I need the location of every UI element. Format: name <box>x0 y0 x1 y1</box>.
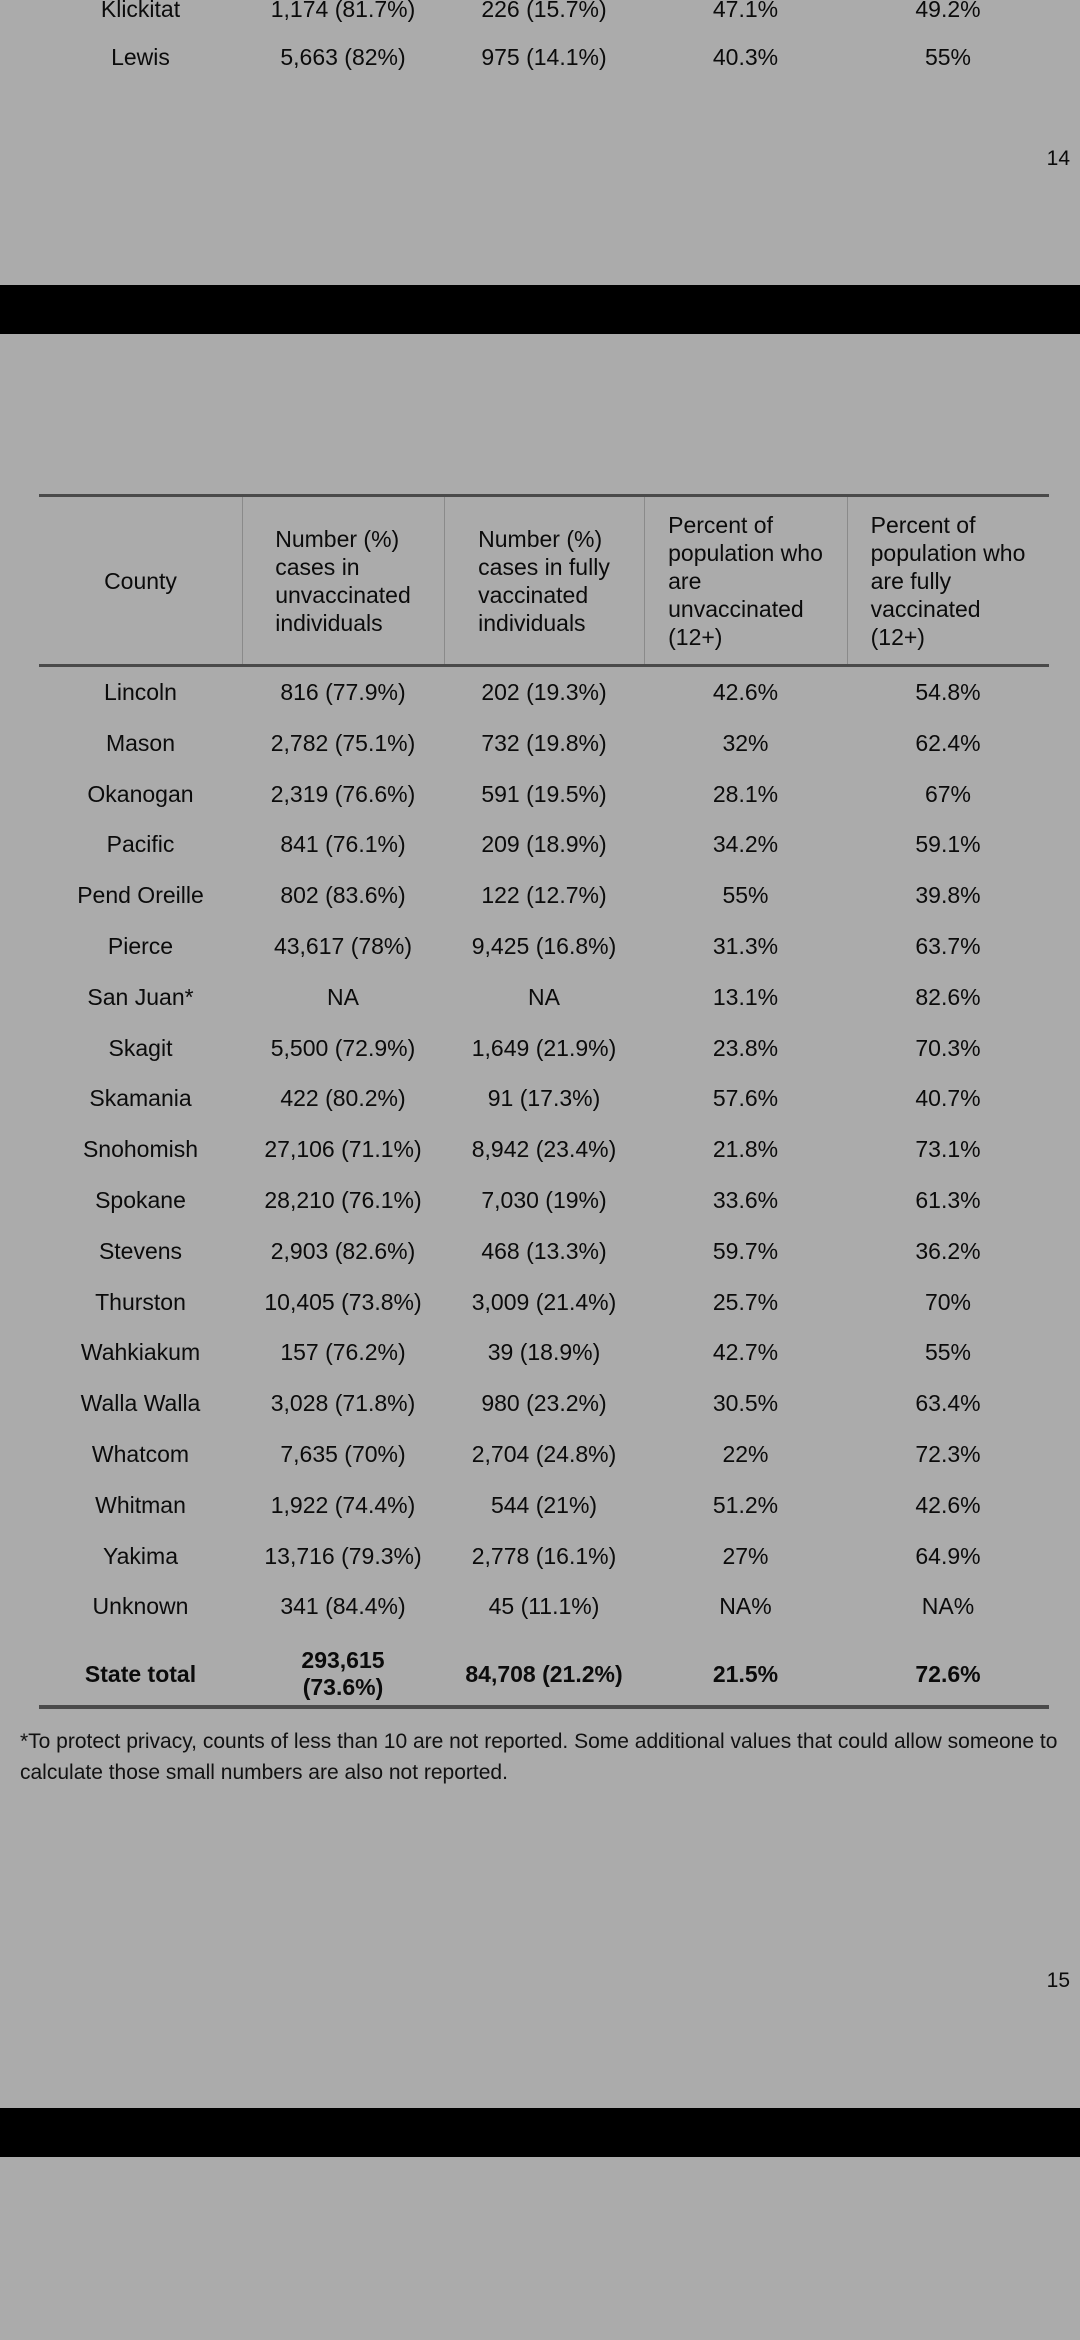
page-separator <box>0 2108 1080 2157</box>
pct-vaccinated-cell: 64.9% <box>915 1542 981 1569</box>
county-cell: Okanogan <box>87 780 194 807</box>
header-line: (12+) <box>668 623 723 650</box>
header-vaccinated-cases <box>444 497 644 664</box>
pct-vaccinated-cell: 54.8% <box>915 679 981 705</box>
table-row <box>39 718 1049 768</box>
vaccinated-cases-cell: NA <box>528 983 560 1010</box>
pct-vaccinated-cell: 36.2% <box>915 1237 981 1264</box>
table-row <box>39 1480 1049 1530</box>
pct-unvaccinated-cell: 32% <box>722 729 769 756</box>
vaccinated-cases-cell: 8,942 (23.4%) <box>471 1136 617 1163</box>
vaccinated-cases-cell: 3,009 (21.4%) <box>471 1288 617 1315</box>
table-row <box>39 921 1049 971</box>
header-line: unvaccinated <box>668 595 804 622</box>
total-pct-unvaccinated-cell: 21.5% <box>712 1660 779 1687</box>
page-number: 14 <box>1046 147 1070 170</box>
vaccinated-cases-cell: 226 (15.7%) <box>481 0 607 22</box>
county-cell: Pacific <box>106 831 175 858</box>
vaccinated-cases-cell: 202 (19.3%) <box>481 679 607 705</box>
vaccinated-cases-cell: 1,649 (21.9%) <box>471 1034 617 1061</box>
header-line: cases in fully <box>478 553 610 580</box>
county-cell: Pierce <box>107 933 174 959</box>
vaccinated-cases-cell: 45 (11.1%) <box>488 1593 600 1620</box>
unvaccinated-cases-cell: 2,782 (75.1%) <box>270 729 416 756</box>
unvaccinated-cases-cell: 422 (80.2%) <box>280 1085 406 1112</box>
county-cell: San Juan* <box>87 983 194 1010</box>
pct-vaccinated-cell: 42.6% <box>915 1491 981 1518</box>
header-line: cases in <box>275 553 360 580</box>
county-cell: Wahkiakum <box>80 1339 201 1366</box>
pct-unvaccinated-cell: 47.1% <box>712 0 779 22</box>
pct-unvaccinated-cell: 22% <box>722 1441 769 1467</box>
table-row <box>39 1226 1049 1276</box>
pct-vaccinated-cell: 73.1% <box>915 1136 981 1163</box>
vaccinated-cases-cell: 91 (17.3%) <box>487 1085 601 1112</box>
unvaccinated-cases-cell: 10,405 (73.8%) <box>264 1288 422 1315</box>
county-cell: Skagit <box>108 1034 173 1061</box>
table-row <box>0 32 1080 82</box>
header-line: population who <box>668 539 823 566</box>
pct-vaccinated-cell: 63.4% <box>915 1390 981 1417</box>
table-row <box>0 0 1080 34</box>
header-county <box>39 497 242 664</box>
total-line: 293,615 <box>301 1647 385 1673</box>
table-row <box>39 870 1049 920</box>
unvaccinated-cases-cell: 2,319 (76.6%) <box>270 780 416 807</box>
vaccinated-cases-cell: 975 (14.1%) <box>481 44 607 70</box>
header-line: Percent of <box>870 511 976 538</box>
unvaccinated-cases-cell: 43,617 (78%) <box>273 933 413 959</box>
table-row <box>39 1124 1049 1174</box>
pct-vaccinated-cell: NA% <box>921 1593 975 1620</box>
pct-unvaccinated-cell: 33.6% <box>712 1187 779 1213</box>
county-cell: Klickitat <box>100 0 181 22</box>
pct-unvaccinated-cell: 42.6% <box>712 679 779 705</box>
unvaccinated-cases-cell: 2,903 (82.6%) <box>270 1237 416 1264</box>
vaccinated-cases-cell: 2,704 (24.8%) <box>471 1441 617 1467</box>
header-text: County <box>104 567 177 594</box>
table-row <box>39 1023 1049 1073</box>
total-pct-vaccinated-cell: 72.6% <box>915 1660 981 1687</box>
county-cell: Spokane <box>95 1187 186 1213</box>
county-cell: Pend Oreille <box>77 882 204 909</box>
county-cell: Snohomish <box>82 1136 199 1163</box>
pct-vaccinated-cell: 55% <box>924 44 972 70</box>
unvaccinated-cases-cell: 341 (84.4%) <box>280 1593 406 1620</box>
header-line: individuals <box>275 609 383 636</box>
table-row <box>39 1175 1049 1225</box>
pct-vaccinated-cell: 40.7% <box>915 1085 981 1112</box>
unvaccinated-cases-cell: 5,500 (72.9%) <box>270 1034 416 1061</box>
pct-unvaccinated-cell: 59.7% <box>712 1237 779 1264</box>
pct-vaccinated-cell: 49.2% <box>915 0 981 22</box>
table-row <box>39 1378 1049 1428</box>
pct-unvaccinated-cell: 51.2% <box>712 1491 779 1518</box>
county-cell: Lewis <box>111 44 170 70</box>
header-line: are <box>668 567 702 594</box>
table-row <box>39 1277 1049 1327</box>
pct-unvaccinated-cell: 23.8% <box>712 1034 779 1061</box>
vaccinated-cases-cell: 544 (21%) <box>490 1491 598 1518</box>
unvaccinated-cases-cell: 7,635 (70%) <box>280 1441 406 1467</box>
pct-unvaccinated-cell: 21.8% <box>712 1136 779 1163</box>
unvaccinated-cases-cell: NA <box>327 983 359 1010</box>
total-row <box>39 1643 1049 1705</box>
pct-vaccinated-cell: 70% <box>924 1288 972 1315</box>
table-row <box>39 819 1049 869</box>
table-row <box>39 667 1049 717</box>
unvaccinated-cases-cell: 1,922 (74.4%) <box>270 1491 416 1518</box>
vaccinated-cases-cell: 39 (18.9%) <box>487 1339 601 1366</box>
header-line: Number (%) <box>478 525 603 552</box>
pct-vaccinated-cell: 72.3% <box>915 1441 981 1467</box>
header-pct-unvaccinated <box>644 497 847 664</box>
pct-unvaccinated-cell: 57.6% <box>712 1085 779 1112</box>
unvaccinated-cases-cell: 802 (83.6%) <box>280 882 406 909</box>
vaccinated-cases-cell: 980 (23.2%) <box>481 1390 607 1417</box>
table-bottom-rule <box>39 1705 1049 1709</box>
pct-vaccinated-cell: 55% <box>924 1339 972 1366</box>
table-row <box>39 972 1049 1022</box>
header-line: are fully <box>870 567 952 594</box>
unvaccinated-cases-cell: 157 (76.2%) <box>280 1339 406 1366</box>
county-cell: Whatcom <box>91 1441 190 1467</box>
header-line: vaccinated <box>870 595 981 622</box>
county-cell: Whitman <box>95 1491 186 1518</box>
unvaccinated-cases-cell: 816 (77.9%) <box>280 679 406 705</box>
county-cell: Lincoln <box>104 679 177 705</box>
header-line: (12+) <box>870 623 925 650</box>
vaccinated-cases-cell: 122 (12.7%) <box>481 882 607 909</box>
header-pct-vaccinated <box>847 497 1049 664</box>
table-row <box>39 1327 1049 1377</box>
vaccinated-cases-cell: 209 (18.9%) <box>481 831 607 858</box>
pct-vaccinated-cell: 62.4% <box>915 729 981 756</box>
pct-vaccinated-cell: 39.8% <box>915 882 981 909</box>
total-vaccinated-cases-cell: 84,708 (21.2%) <box>465 1660 623 1687</box>
unvaccinated-cases-cell: 841 (76.1%) <box>280 831 406 858</box>
table-row <box>39 1531 1049 1581</box>
unvaccinated-cases-cell: 1,174 (81.7%) <box>270 0 416 22</box>
pct-unvaccinated-cell: 25.7% <box>712 1288 779 1315</box>
unvaccinated-cases-cell: 5,663 (82%) <box>280 44 406 70</box>
pct-unvaccinated-cell: 30.5% <box>712 1390 779 1417</box>
unvaccinated-cases-cell: 27,106 (71.1%) <box>264 1136 422 1163</box>
pct-unvaccinated-cell: 55% <box>722 882 769 909</box>
county-cell: Walla Walla <box>80 1390 201 1417</box>
pct-vaccinated-cell: 70.3% <box>915 1034 981 1061</box>
county-cell: Skamania <box>89 1085 192 1112</box>
header-line: Number (%) <box>275 525 400 552</box>
page-separator <box>0 285 1080 334</box>
county-cell: Mason <box>105 729 176 756</box>
unvaccinated-cases-cell: 28,210 (76.1%) <box>264 1187 422 1213</box>
pct-unvaccinated-cell: 27% <box>722 1542 769 1569</box>
vaccinated-cases-cell: 468 (13.3%) <box>481 1237 607 1264</box>
page-number: 15 <box>1046 1969 1070 1992</box>
table-row <box>39 1581 1049 1631</box>
vaccinated-cases-cell: 732 (19.8%) <box>481 729 607 756</box>
pct-vaccinated-cell: 67% <box>924 780 972 807</box>
total-line: (73.6%) <box>302 1674 384 1700</box>
pct-unvaccinated-cell: 31.3% <box>712 933 779 959</box>
county-cell: Yakima <box>103 1542 178 1569</box>
pct-unvaccinated-cell: 34.2% <box>712 831 779 858</box>
county-cell: Thurston <box>95 1288 186 1315</box>
unvaccinated-cases-cell: 13,716 (79.3%) <box>264 1542 422 1569</box>
pct-unvaccinated-cell: 42.7% <box>712 1339 779 1366</box>
pct-unvaccinated-cell: NA% <box>719 1593 772 1620</box>
header-line: unvaccinated <box>275 581 411 608</box>
pct-vaccinated-cell: 59.1% <box>915 831 981 858</box>
vaccinated-cases-cell: 9,425 (16.8%) <box>471 933 617 959</box>
pct-unvaccinated-cell: 13.1% <box>712 983 779 1010</box>
header-line: population who <box>870 539 1026 566</box>
pct-unvaccinated-cell: 40.3% <box>712 44 779 70</box>
total-county-cell: State total <box>84 1660 197 1687</box>
table-row <box>39 769 1049 819</box>
vaccinated-cases-cell: 2,778 (16.1%) <box>471 1542 617 1569</box>
pct-unvaccinated-cell: 28.1% <box>712 780 779 807</box>
header-line: individuals <box>478 609 586 636</box>
table-row <box>39 1073 1049 1123</box>
pct-vaccinated-cell: 82.6% <box>915 983 981 1010</box>
header-line: vaccinated <box>478 581 589 608</box>
table-row <box>39 1429 1049 1479</box>
total-unvaccinated-cases-cell <box>242 1643 444 1705</box>
county-cell: Stevens <box>98 1237 183 1264</box>
vaccinated-cases-cell: 7,030 (19%) <box>481 1187 607 1213</box>
header-unvaccinated-cases <box>242 497 444 664</box>
unvaccinated-cases-cell: 3,028 (71.8%) <box>270 1390 416 1417</box>
pct-vaccinated-cell: 61.3% <box>915 1187 981 1213</box>
footnote: *To protect privacy, counts of less than 10 are not reported. Some additional values that could allow someone to calculate those small numbers are also not reported. <box>20 1730 1058 1784</box>
pct-vaccinated-cell: 63.7% <box>915 933 981 959</box>
county-cell: Unknown <box>92 1593 189 1620</box>
header-line: Percent of <box>668 511 773 538</box>
vaccinated-cases-cell: 591 (19.5%) <box>481 780 607 807</box>
